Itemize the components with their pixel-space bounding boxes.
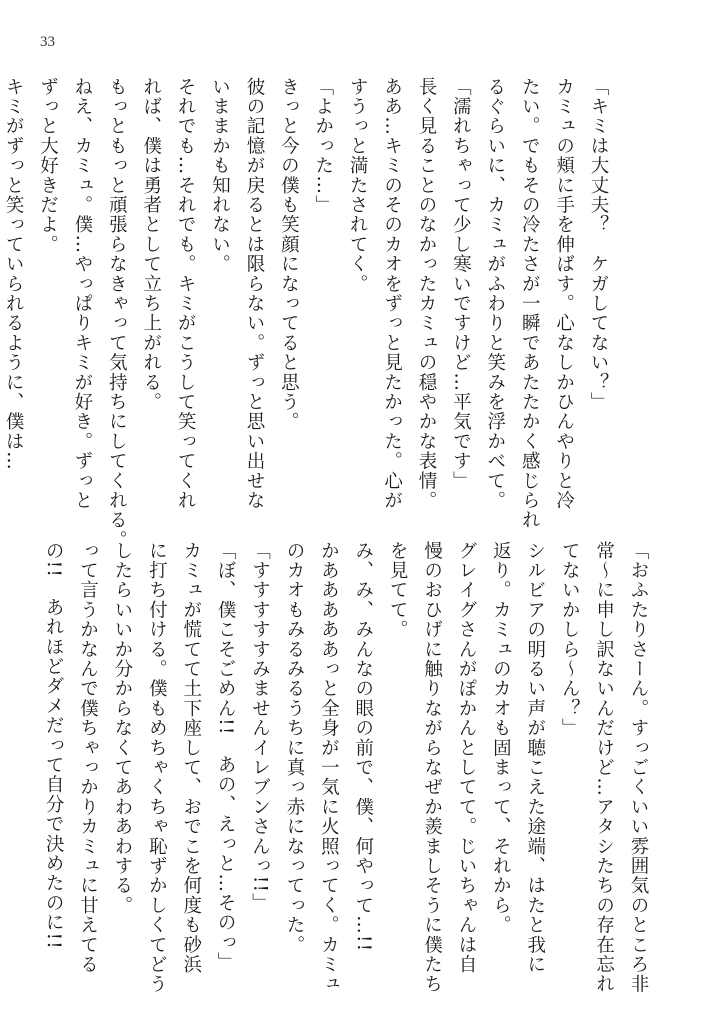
text-block-bottom [36, 541, 655, 995]
text-line: キミがずっと笑っていられるように、僕は… [3, 77, 25, 471]
text-line: ああ…キミのそのカオをずっと見たかった。心が [381, 77, 403, 511]
text-line: 「よかった…」 [312, 77, 334, 215]
text-line: きっと今の僕も笑顔になってると思う。 [278, 77, 300, 432]
text-line: れば、僕は勇者として立ち上がれる。 [140, 77, 162, 412]
text-line: に打ち付ける。僕もめちゃくちゃ恥ずかしくてどう [146, 541, 168, 995]
text-line: それでも…それでも。キミがこうして笑ってくれ [175, 77, 197, 511]
text-line: てないかしら〜ん？」 [559, 541, 581, 738]
text-line: シルビアの明るい声が聴こえた途端、はたと我に [524, 541, 546, 975]
text-line: るぐらいに、カミュがふわりと笑みを浮かべて。 [484, 77, 506, 511]
text-line: 返り。カミュのカオも固まって、それから。 [490, 541, 512, 935]
text-line: 慢のおひげに触りながらなぜか羨ましそうに僕たち [421, 541, 443, 995]
text-line: って言うかなんで僕ちゃっかりカミュに甘えてる [77, 541, 99, 975]
text-line: いままかも知れない。 [209, 77, 231, 274]
text-line: を見てて。 [387, 541, 409, 640]
text-line: のカオもみるみるうちに真っ赤になってった。 [283, 541, 305, 955]
text-line: 長く見ることのなかったカミュの穏やかな表情。 [415, 77, 437, 511]
text-line: たい。でもその冷たさが一瞬であたたかく感じられ [519, 77, 541, 531]
text-line: ずっと大好きだよ。 [37, 77, 59, 255]
text-line: 「すすすすすみませんイレブンさんっ!!」 [249, 541, 271, 913]
text-line: の!! あれほどダメだって自分で決めたのに!! [43, 541, 65, 950]
text-line: したらいいか分からなくてあわあわする。 [111, 541, 133, 916]
text-line: み、み、みんなの眼の前で、僕、何やって…!! [352, 541, 374, 953]
text-line: 「おふたりさーん。すっごくいい雰囲気のところ非 [628, 541, 649, 995]
text-block-top [0, 77, 615, 550]
text-line: カミュの頬に手を伸ばす。心なしかひんやりと冷 [553, 77, 575, 511]
text-line: かあああああっと全身が一気に火照ってく。カミュ [318, 541, 340, 995]
text-line: 「ぼ、僕こそごめん!! あの、えっと…そのっ」 [215, 541, 237, 972]
text-line: グレイグさんがぽかんとしてて。じいちゃんは自 [455, 541, 477, 975]
text-line: 彼の記憶が戻るとは限らない。ずっと思い出せな [243, 77, 265, 511]
text-line: カミュが慌てて土下座して、おでこを何度も砂浜 [180, 541, 202, 975]
text-line: 「濡れちゃって少し寒いですけど…平気です」 [450, 77, 472, 491]
text-line: ねえ、カミュ。僕…やっぱりキミが好き。ずっと [71, 77, 93, 511]
text-line: 常〜に申し訳ないんだけど…アタシたちの存在忘れ [593, 541, 615, 995]
text-line: 「キミは大丈夫？ ケガしてない？」 [588, 77, 609, 412]
text-line: もっともっと頑張らなきゃって気持ちにしてくれる。 [106, 77, 128, 550]
page-number: 33 [40, 34, 55, 50]
text-line: すうっと満たされてく。 [347, 77, 369, 294]
